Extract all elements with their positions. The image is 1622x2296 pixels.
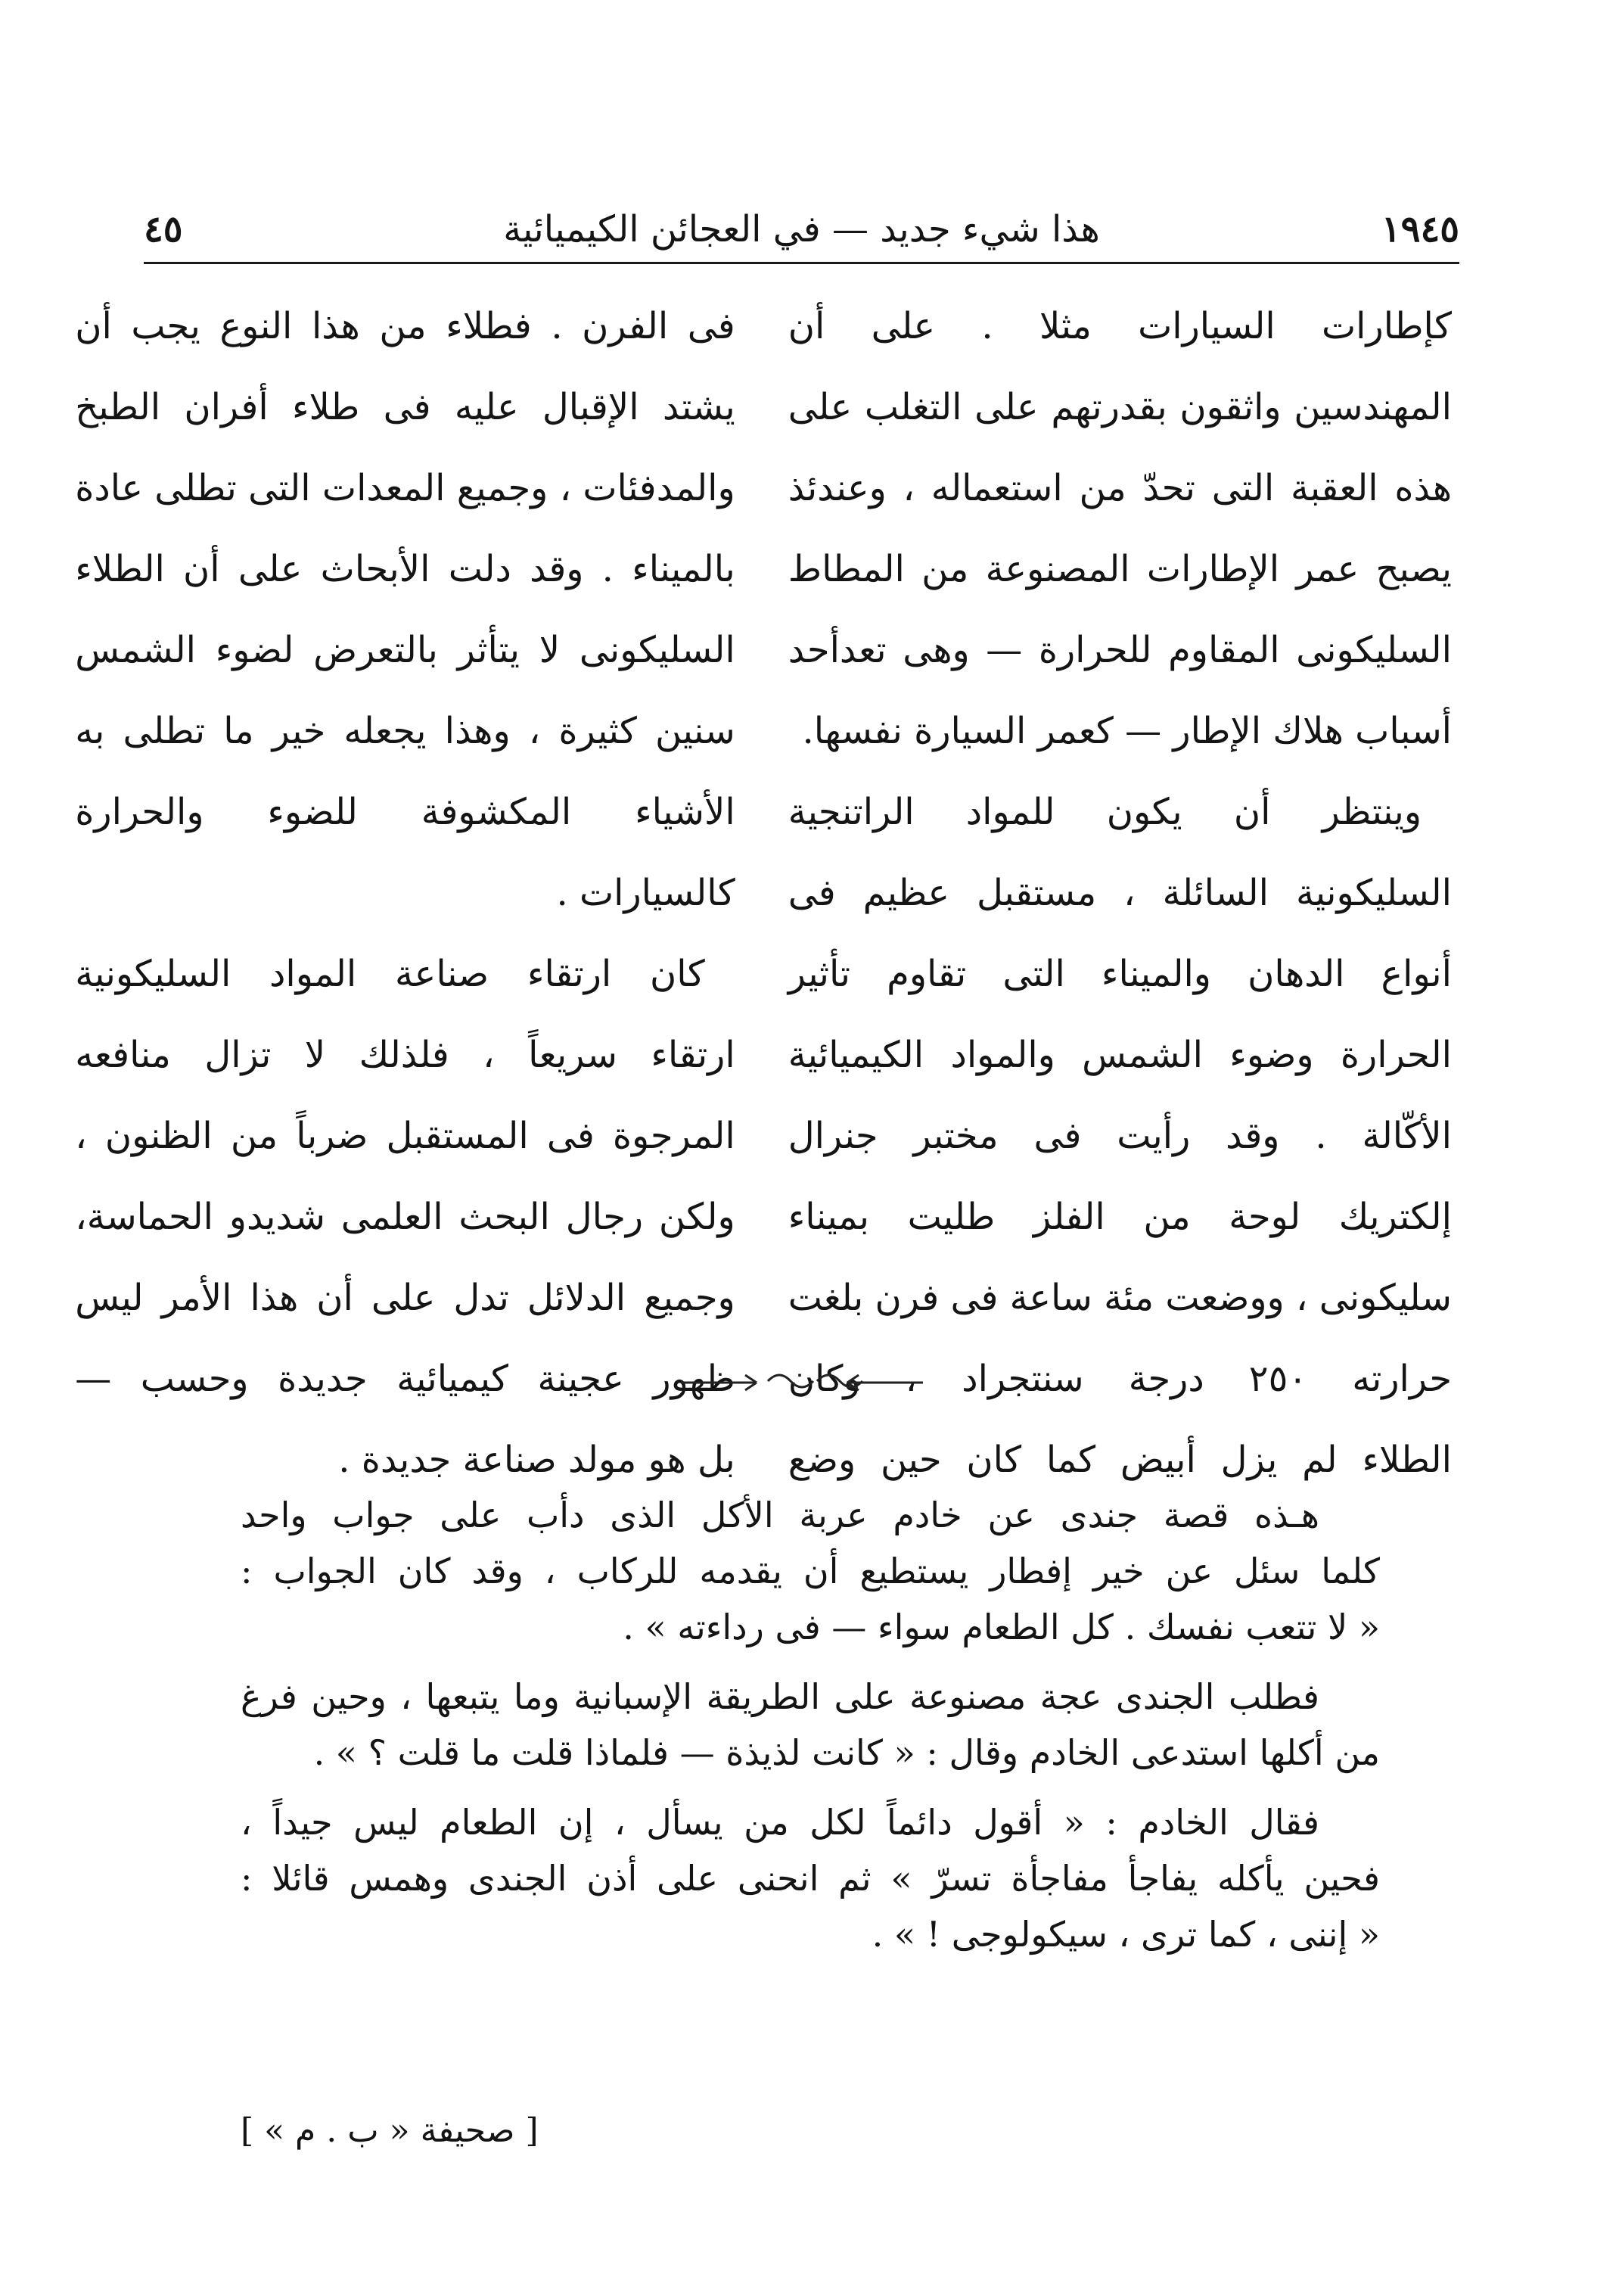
text-line: الأشياء المكشوفة للضوء والحرارة xyxy=(75,791,735,833)
text-line: السليكونى المقاوم للحرارة — وهى تعدأحد xyxy=(788,629,1452,671)
text-line: أنواع الدهان والميناء التى تقاوم تأثير xyxy=(788,953,1452,995)
text-line: بالميناء . وقد دلت الأبحاث على أن الطلاء xyxy=(75,548,735,590)
header-year: ١٩٤٥ xyxy=(1381,208,1459,250)
text-line: ظهور عجينة كيميائية جديدة وحسب — xyxy=(75,1358,735,1400)
decorative-divider-icon xyxy=(666,1358,938,1404)
right-column xyxy=(788,286,1452,1481)
text-line: كلما سئل عن خير إفطار يستطيع أن يقدمه للركاب ، وقد كان الجواب : xyxy=(241,1551,1380,1591)
text-line: هـذه قصة جندى عن خادم عربة الأكل الذى دأب على جواب واحد xyxy=(241,1495,1319,1535)
text-line: وجميع الدلائل تدل على أن هذا الأمر ليس xyxy=(75,1277,735,1319)
left-column xyxy=(75,286,735,1481)
text-line: إلكتريك لوحة من الفلز طليت بميناء xyxy=(788,1196,1452,1238)
text-line: كان ارتقاء صناعة المواد السليكونية xyxy=(75,953,705,995)
text-line: يشتد الإقبال عليه فى طلاء أفران الطبخ xyxy=(75,386,735,428)
anecdote-block xyxy=(241,1487,1380,1976)
text-line: سنين كثيرة ، وهذا يجعله خير ما تطلى به xyxy=(75,710,735,752)
text-line: أسباب هلاك الإطار — كعمر السيارة نفسها. xyxy=(802,710,1452,752)
text-line: فحين يأكله يفاجأ مفاجأة تسرّ » ثم انحنى على أذن الجندى وهمس قائلا : xyxy=(241,1858,1380,1899)
text-line: بل هو مولد صناعة جديدة . xyxy=(338,1439,735,1481)
text-line: يصبح عمر الإطارات المصنوعة من المطاط xyxy=(788,548,1452,590)
text-line: السليكونية السائلة ، مستقبل عظيم فى xyxy=(788,872,1452,914)
text-line: والمدفئات ، وجميع المعدات التى تطلى عادة xyxy=(75,467,735,509)
paragraph xyxy=(241,1794,1380,1962)
text-line: الأكّالة . وقد رأيت فى مختبر جنرال xyxy=(788,1115,1452,1157)
running-header xyxy=(144,203,1459,264)
text-line: من أكلها استدعى الخادم وقال : « كانت لذيذة — فلماذا قلت ما قلت ؟ » . xyxy=(313,1732,1380,1773)
text-line: المهندسين واثقون بقدرتهم على التغلب على xyxy=(788,386,1452,428)
header-title: هذا شيء جديد — في العجائن الكيميائية xyxy=(503,208,1100,250)
text-line: الطلاء لم يزل أبيض كما كان حين وضع xyxy=(788,1439,1452,1481)
text-line: كإطارات السيارات مثلا . على أن xyxy=(788,305,1452,347)
text-line: فى الفرن . فطلاء من هذا النوع يجب أن xyxy=(75,305,735,347)
text-line: « لا تتعب نفسك . كل الطعام سواء — فى رداءته » . xyxy=(623,1607,1380,1647)
paragraph xyxy=(241,1669,1380,1781)
text-line: وينتظر أن يكون للمواد الراتنجية xyxy=(788,791,1422,833)
text-line: فطلب الجندى عجة مصنوعة على الطريقة الإسبانية وما يتبعها ، وحين فرغ xyxy=(241,1676,1319,1717)
source-citation: [ صحيفة « ب . م » ] xyxy=(241,2111,539,2150)
text-line: كالسيارات . xyxy=(556,872,735,914)
two-column-body xyxy=(75,286,1452,1481)
text-line: سليكونى ، ووضعت مئة ساعة فى فرن بلغت xyxy=(788,1277,1452,1319)
text-line: حرارته ٢٥٠ درجة سنتجراد ، وكان xyxy=(788,1358,1452,1400)
text-line: فقال الخادم : « أقول دائماً لكل من يسأل ، إن الطعام ليس جيداً ، xyxy=(241,1802,1319,1843)
text-line: المرجوة فى المستقبل ضرباً من الظنون ، xyxy=(75,1115,735,1157)
text-line: الحرارة وضوء الشمس والمواد الكيميائية xyxy=(788,1034,1452,1076)
text-line: ارتقاء سريعاً ، فلذلك لا تزال منافعه xyxy=(75,1034,735,1076)
text-line: ولكن رجال البحث العلمى شديدو الحماسة، xyxy=(75,1196,735,1238)
text-line: هذه العقبة التى تحدّ من استعماله ، وعندئذ xyxy=(788,467,1452,509)
text-line: السليكونى لا يتأثر بالتعرض لضوء الشمس xyxy=(75,629,735,671)
text-line: « إننى ، كما ترى ، سيكولوجى ! » . xyxy=(872,1914,1380,1955)
paragraph xyxy=(241,1487,1380,1655)
page-number: ٤٥ xyxy=(144,208,183,250)
